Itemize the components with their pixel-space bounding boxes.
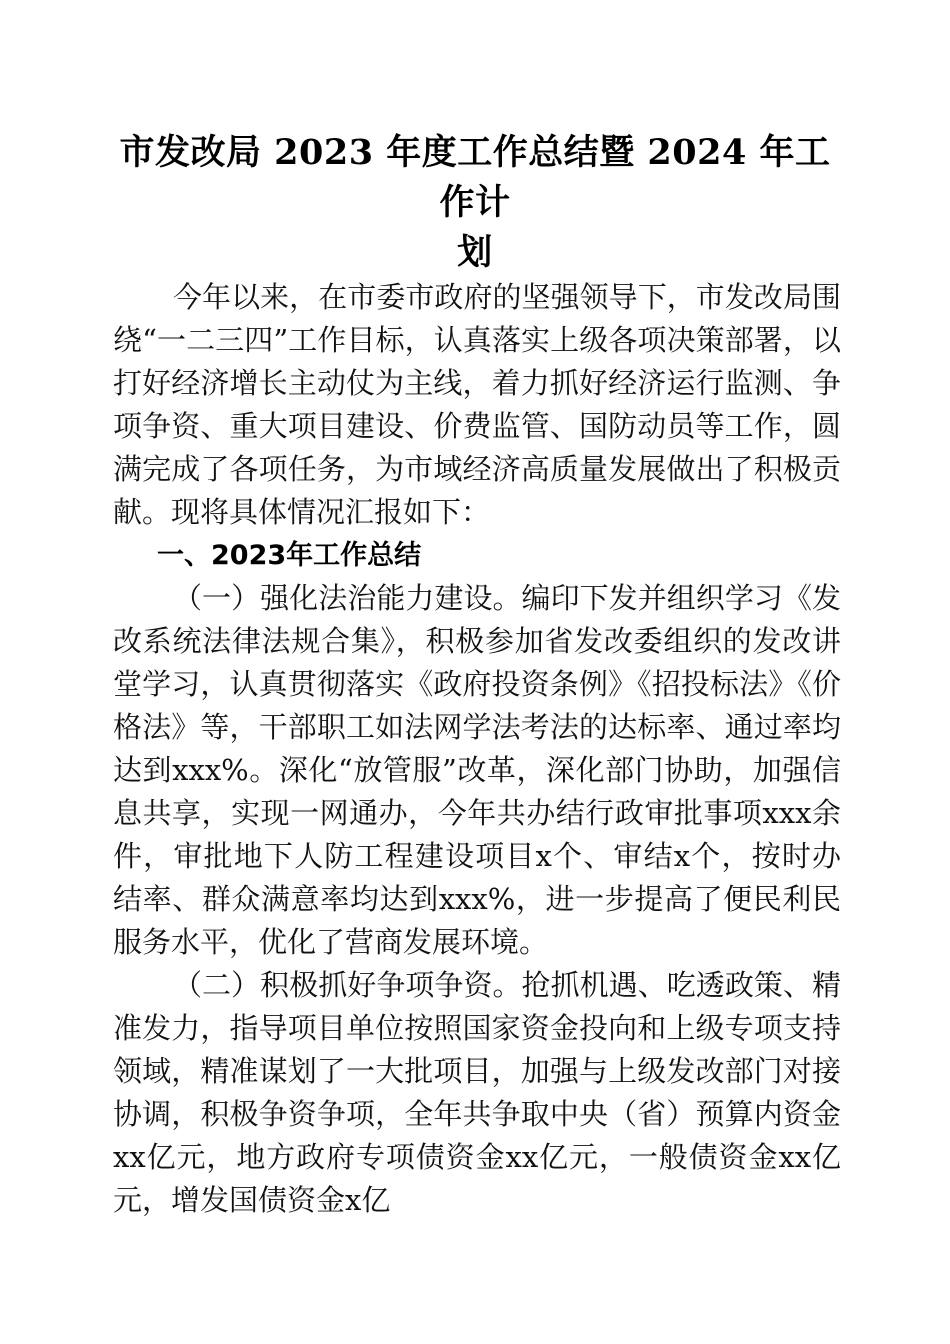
paragraph-intro: 今年以来，在市委市政府的坚强领导下，市发改局围绕“一二三四”工作目标，认真落实上级各项决策部署，以打好经济增长主动仗为主线，着力抓好经济运行监测、争项争资、重大项目建设、价费监管、国防动员等工作，圆满完成了各项任务，为市域经济高质量发展做出了积极贡献。现将具体情况汇报如下： [113, 280, 841, 529]
paragraph-item-2: （二）积极抓好争项争资。抢抓机遇、吃透政策、精准发力，指导项目单位按照国家资金投向和上级专项支持领域，精准谋划了一大批项目，加强与上级发改部门对接协调，积极争资争项，全年共争取中央（省）预算内资金xx亿元，地方政府专项债资金xx亿元，一般债资金xx亿元，增发国债资金x亿 [113, 968, 841, 1217]
document-body [113, 276, 841, 1222]
paragraph-item-1: （一）强化法治能力建设。编印下发并组织学习《发改系统法律法规合集》，积极参加省发改委组织的发改讲堂学习，认真贯彻落实《政府投资条例》《招投标法》《价格法》等，干部职工如法网学法考法的达标率、通过率均达到xxx%。深化“放管服”改革，深化部门协助，加强信息共享，实现一网通办，今年共办结行政审批事项xxx余件，审批地下人防工程建设项目x个、审结x个，按时办结率、群众满意率均达到xxx%，进一步提高了便民利民服务水平，优化了营商发展环境。 [113, 581, 841, 959]
document-title-line-2: 划 [457, 232, 493, 273]
document-title-line-1: 市发改局 2023 年度工作总结暨 2024 年工作计 [119, 132, 831, 223]
document-title [113, 128, 837, 278]
section-heading-1: 一、2023年工作总结 [157, 540, 422, 571]
